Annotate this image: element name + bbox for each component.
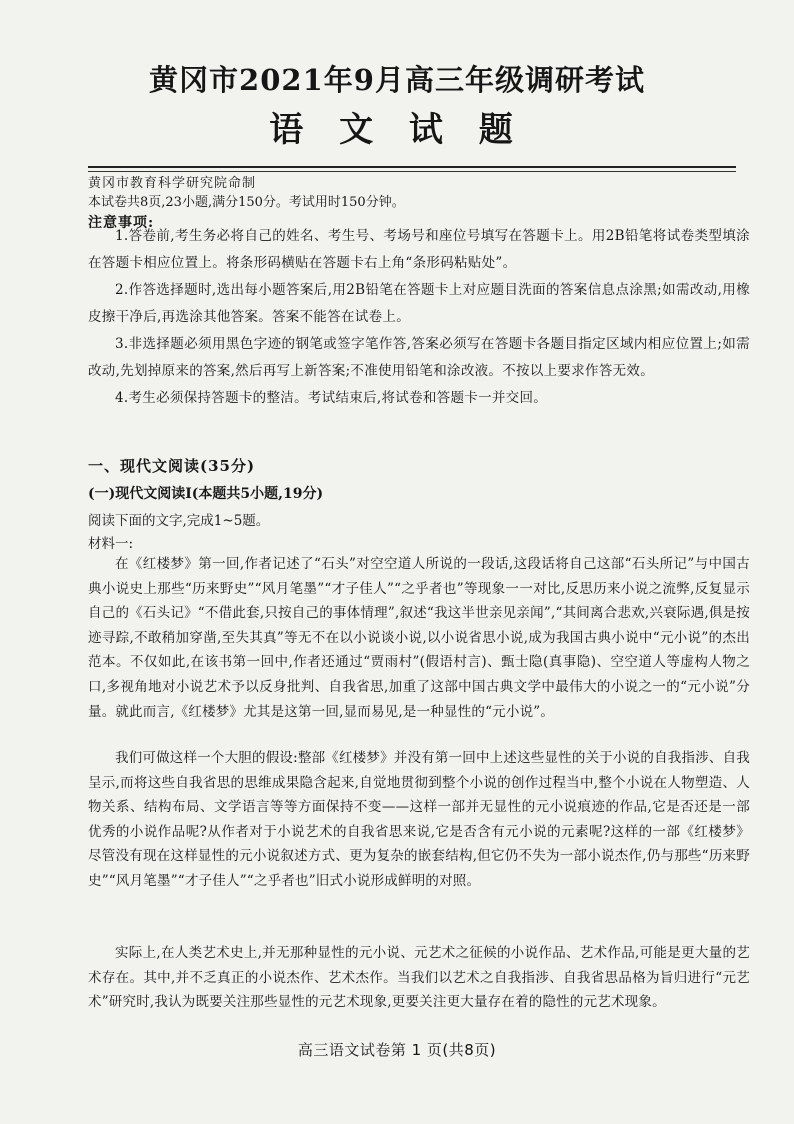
- note-item-3: 3.非选择题必须用黑色字迹的钢笔或签字笔作答,答案必须写在答题卡各题目指定区域内相应位置上;如需改动,先划掉原来的答案,然后再写上新答案;不准使用铅笔和涂改液。不按以上要求作答无效。: [88, 336, 750, 379]
- note-item-1: 1.答卷前,考生务必将自己的姓名、考生号、考场号和座位号填写在答题卡上。用2B铅笔将试卷类型填涂在答题卡相应位置上。将条形码横贴在答题卡右上角“条形码粘贴处”。: [88, 228, 750, 271]
- material-label: 材料一:: [88, 536, 134, 552]
- exam-title: 黄冈市2021年9月高三年级调研考试: [149, 63, 645, 97]
- reading-instruction: 阅读下面的文字,完成1~5题。: [88, 513, 270, 529]
- exam-info: 本试卷共8页,23小题,满分150分。考试用时150分钟。: [88, 195, 405, 210]
- page-footer: 高三语文试卷第 1 页(共8页): [297, 1041, 497, 1059]
- subsection-title: (一)现代文阅读Ⅰ(本题共5小题,19分): [88, 486, 324, 502]
- note-item-2: 2.作答选择题时,选出每小题答案后,用2B铅笔在答题卡上对应题目洗面的答案信息点涂黑;如需改动,用橡皮擦干净后,再选涂其他答案。答案不能答在试卷上。: [88, 282, 750, 325]
- header-rule-thick: [88, 166, 736, 168]
- material-paragraph-3: 实际上,在人类艺术史上,并无那种显性的元小说、元艺术之征候的小说作品、艺术作品,可能是更大量的艺术存在。其中,并不乏真正的小说杰作、艺术杰作。当我们以艺术之自我指涉、自我省思品格为旨归进行“元艺术”研究时,我认为既要关注那些显性的元艺术现象,更要关注更大量存在着的隐性的元艺术现象。: [88, 945, 750, 1011]
- issuer-line: 黄冈市教育科学研究院命制: [88, 176, 257, 191]
- notes-heading: 注意事项:: [88, 215, 155, 231]
- material-paragraph-2: 我们可做这样一个大胆的假设:整部《红楼梦》并没有第一回中上述这些显性的关于小说的自我指涉、自我呈示,而将这些自我省思的思维成果隐含起来,自觉地贯彻到整个小说的创作过程当中,整个小说在人物塑造、人物关系、结构布局、文学语言等等方面保持不变——这样一部并无显性的元小说痕迹的作品,它是否还是一部优秀的小说作品呢?从作者对于小说艺术的自我省思来说,它是否含有元小说的元素呢?这样的一部《红楼梦》尽管没有现在这样显性的元小说叙述方式、更为复杂的嵌套结构,但它仍不失为一部小说杰作,仍与那些“历来野史”“风月笔墨”“才子佳人”“之乎者也”旧式小说形成鲜明的对照。: [88, 750, 750, 889]
- note-item-4: 4.考生必须保持答题卡的整洁。考试结束后,将试卷和答题卡一并交回。: [115, 390, 548, 406]
- section-title: 一、现代文阅读(35分): [88, 457, 256, 475]
- subject-title: 语 文 试 题: [269, 110, 525, 150]
- material-paragraph-1: 在《红楼梦》第一回,作者记述了“石头”对空空道人所说的一段话,这段话将自己这部“石头所记”与中国古典小说史上那些“历来野史”“风月笔墨”“才子佳人”“之乎者也”等现象一一对比,反思历来小说之流弊,反复显示自己的《石头记》“不借此套,只按自己的事体情理”,叙述“我这半世亲见亲闻”,“其间离合悲欢,兴衰际遇,俱是按迹寻踪,不敢稍加穿凿,至失其真”等无不在以小说谈小说,以小说省思小说,成为我国古典小说中“元小说”的杰出范本。不仅如此,在该书第一回中,作者还通过“贾雨村”(假语村言)、甄士隐(真事隐)、空空道人等虚构人物之口,多视角地对小说艺术予以反身批判、自我省思,加重了这部中国古典文学中最伟大的小说之一的“元小说”分量。就此而言,《红楼梦》尤其是这第一回,显而易见,是一种显性的“元小说”。: [88, 556, 750, 720]
